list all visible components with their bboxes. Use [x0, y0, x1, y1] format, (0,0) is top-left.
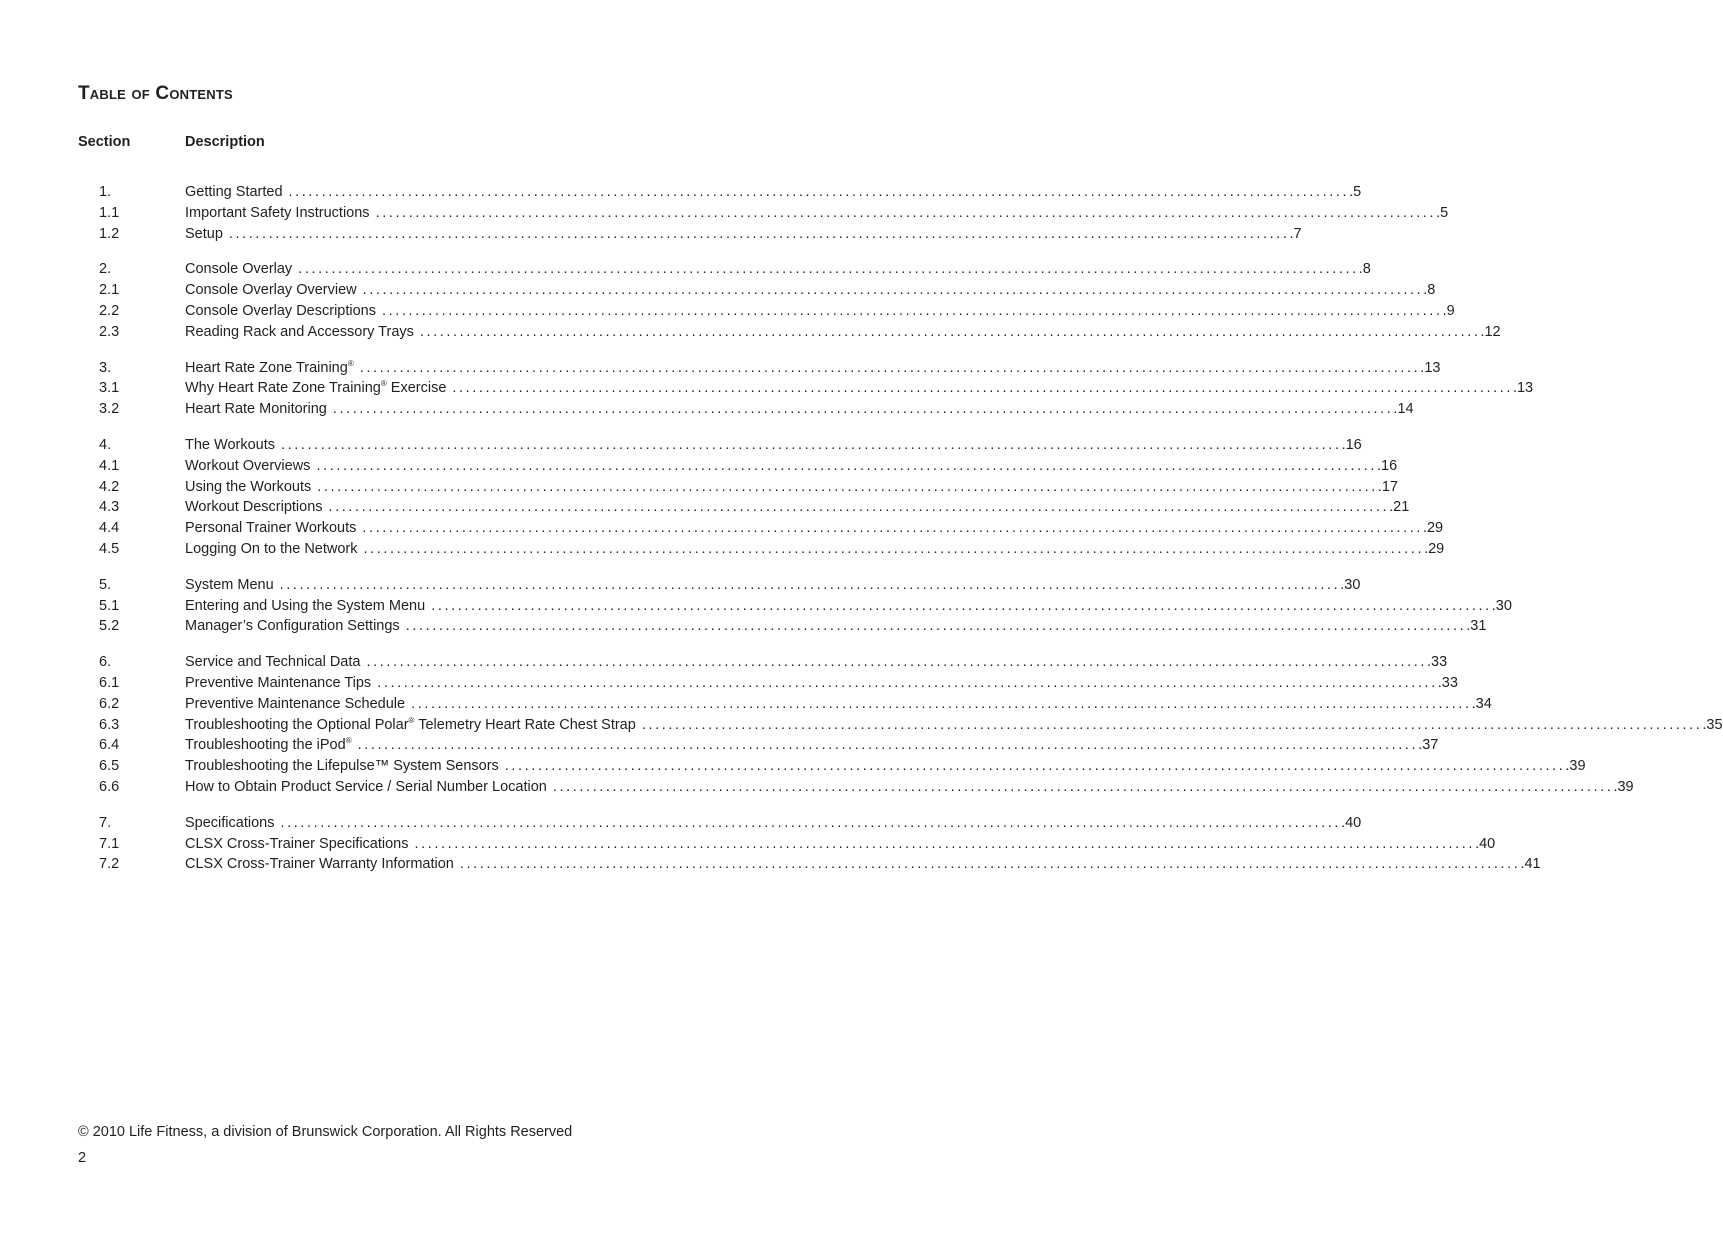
toc-entry[interactable] [0, 854, 1541, 875]
toc-entry[interactable] [0, 575, 1361, 596]
toc-entry-line [185, 518, 1444, 539]
toc-entry-line [185, 322, 1501, 343]
toc-section-number: 4.5 [99, 540, 120, 557]
toc-entry-title: Troubleshooting the Lifepulse™ System Sensors [185, 758, 499, 775]
toc-section-number: 4.2 [99, 478, 120, 495]
toc-section-number: 2. [99, 261, 112, 278]
toc-entry-title: Console Overlay Overview [185, 282, 357, 299]
toc-entry[interactable] [0, 735, 1439, 756]
dot-leader: ................................................................................................................................................................ [317, 478, 1378, 495]
dot-leader: ................................................................................................................................................................ [279, 576, 1341, 593]
toc-entry-title: Specifications [185, 814, 275, 831]
dot-leader: ................................................................................................................................................................ [375, 204, 1437, 221]
toc-entry[interactable] [0, 301, 1455, 322]
toc-entry-title: Manager’s Configuration Settings [185, 618, 400, 635]
toc-entry[interactable] [0, 834, 1496, 855]
toc-page-number: .17 [1377, 478, 1399, 495]
dot-leader: ................................................................................................................................................................ [377, 674, 1438, 691]
toc-page-number: .8 [1423, 282, 1436, 299]
description-column-header: Description [185, 134, 265, 150]
toc-entry-line [185, 435, 1362, 456]
dot-leader: ................................................................................................................................................................ [228, 225, 1290, 242]
dot-leader: ................................................................................................................................................................ [357, 737, 1419, 754]
dot-leader: ................................................................................................................................................................ [366, 654, 1428, 671]
toc-section-number: 6.6 [99, 778, 120, 795]
toc-entry[interactable] [0, 756, 1586, 777]
toc-entry[interactable] [0, 322, 1501, 343]
toc-entry[interactable] [0, 280, 1436, 301]
toc-section-number: 5.2 [99, 618, 120, 635]
toc-entry-title: How to Obtain Product Service / Serial Number Location [185, 778, 547, 795]
toc-section-number: 3. [99, 359, 112, 376]
toc-entry-title: Reading Rack and Accessory Trays [185, 323, 414, 340]
toc-page-number: .13 [1512, 380, 1534, 397]
toc-entry[interactable] [0, 435, 1362, 456]
dot-leader: ................................................................................................................................................................ [332, 401, 1394, 418]
copyright-notice: © 2010 Life Fitness, a division of Brunswick Corporation. All Rights Reserved [78, 1124, 573, 1140]
toc-entry[interactable] [0, 477, 1399, 498]
toc-entry[interactable] [0, 694, 1492, 715]
toc-section-number: 6.1 [99, 674, 120, 691]
toc-page-number: .29 [1422, 520, 1444, 537]
toc-page-number: .29 [1424, 540, 1445, 557]
toc-entry-title: Heart Rate Zone Training® [185, 358, 354, 376]
toc-entry-title: CLSX Cross-Trainer Warranty Information [185, 856, 454, 873]
dot-leader: ................................................................................................................................................................ [414, 835, 1476, 852]
toc-entry[interactable] [0, 224, 1302, 245]
toc-entry-title: Preventive Maintenance Tips [185, 674, 372, 691]
toc-entry-title: Setup [185, 225, 223, 242]
toc-entry-line [185, 777, 1634, 798]
toc-entry[interactable] [0, 616, 1487, 637]
toc-entry[interactable] [0, 596, 1512, 617]
toc-entry-line [185, 596, 1512, 617]
toc-section-number: 4.4 [99, 520, 120, 537]
toc-entry-line [185, 301, 1455, 322]
toc-entry-line [185, 616, 1487, 637]
dot-leader: ................................................................................................................................................................ [431, 597, 1492, 614]
toc-section-number: 4. [99, 436, 112, 453]
toc-entry-title: Workout Descriptions [185, 499, 323, 516]
toc-entry[interactable] [0, 378, 1534, 399]
toc-entry[interactable] [0, 673, 1458, 694]
toc-entry-line [185, 715, 1723, 736]
toc-entry-title: Console Overlay [185, 261, 293, 278]
toc-entry-title: Heart Rate Monitoring [185, 401, 327, 418]
dot-leader: ................................................................................................................................................................ [280, 814, 1342, 831]
toc-entry-line [185, 399, 1414, 420]
dot-leader: ................................................................................................................................................................ [328, 499, 1390, 516]
toc-section-number: 2.2 [99, 302, 120, 319]
toc-entry-line [185, 694, 1492, 715]
toc-page-number: .16 [1377, 457, 1398, 474]
toc-entry-line [185, 539, 1445, 560]
toc-section-number: 7. [99, 814, 112, 831]
toc-entry-title: The Workouts [185, 436, 275, 453]
dot-leader: ................................................................................................................................................................ [359, 359, 1421, 376]
toc-entry-line [185, 224, 1302, 245]
toc-page-number: .40 [1341, 814, 1362, 831]
toc-page-number: .8 [1358, 261, 1371, 278]
toc-group [0, 435, 1445, 560]
toc-page-number: .30 [1340, 576, 1361, 593]
toc-section-number: 4.3 [99, 499, 120, 516]
toc-entry-title: Important Safety Instructions [185, 204, 370, 221]
toc-entry-line [185, 280, 1436, 301]
toc-page-number: .31 [1466, 618, 1487, 635]
toc-page-number: .30 [1491, 597, 1512, 614]
toc-entry[interactable] [0, 358, 1441, 379]
toc-section-number: 6. [99, 654, 112, 671]
toc-entry-line [185, 673, 1458, 694]
dot-leader: ................................................................................................................................................................ [362, 520, 1423, 537]
toc-entry[interactable] [0, 497, 1410, 518]
toc-entry-line [185, 456, 1398, 477]
toc-section-number: 1.2 [99, 225, 120, 242]
dot-leader: ................................................................................................................................................................ [504, 758, 1566, 775]
toc-entry-line [185, 735, 1439, 756]
toc-page-number: .7 [1289, 225, 1302, 242]
toc-section-number: 5. [99, 576, 112, 593]
toc-page-number: .9 [1442, 302, 1455, 319]
dot-leader: ................................................................................................................................................................ [316, 457, 1378, 474]
toc-entry-title: Why Heart Rate Zone Training® Exercise [185, 379, 447, 397]
dot-leader: ................................................................................................................................................................ [459, 856, 1521, 873]
toc-page-number: .37 [1418, 737, 1439, 754]
toc-page-number: .33 [1427, 654, 1448, 671]
toc-page-number: .34 [1471, 695, 1492, 712]
toc-page-number: .5 [1436, 204, 1449, 221]
toc-entry-line [185, 203, 1449, 224]
toc-page-number: .40 [1475, 835, 1496, 852]
table-of-contents [0, 182, 1723, 890]
toc-page-number: .41 [1520, 856, 1541, 873]
toc-entry[interactable] [0, 715, 1723, 736]
toc-group [0, 358, 1534, 420]
toc-section-number: 1. [99, 184, 112, 200]
toc-entry-line [185, 834, 1496, 855]
dot-leader: ................................................................................................................................................................ [288, 184, 1350, 200]
page-title: Table of Contents [78, 83, 233, 104]
dot-leader: ................................................................................................................................................................ [382, 302, 1443, 319]
toc-entry-line [185, 259, 1371, 280]
toc-entry-line [185, 378, 1534, 399]
dot-leader: ................................................................................................................................................................ [419, 323, 1481, 340]
toc-entry[interactable] [0, 518, 1444, 539]
toc-section-number: 6.3 [99, 716, 120, 733]
toc-entry-title: CLSX Cross-Trainer Specifications [185, 835, 409, 852]
toc-entry[interactable] [0, 813, 1362, 834]
toc-entry-line [185, 652, 1448, 673]
toc-entry-title: Preventive Maintenance Schedule [185, 695, 406, 712]
toc-section-number: 2.1 [99, 282, 120, 299]
toc-section-number: 1.1 [99, 204, 120, 221]
toc-section-number: 4.1 [99, 457, 120, 474]
dot-leader: ................................................................................................................................................................ [405, 618, 1467, 635]
toc-page-number: .16 [1341, 436, 1362, 453]
toc-entry[interactable] [0, 539, 1445, 560]
toc-entry-title: Troubleshooting the iPod® [185, 736, 352, 754]
toc-entry-line [185, 756, 1586, 777]
toc-group [0, 813, 1541, 875]
toc-entry-title: System Menu [185, 576, 274, 593]
toc-page-number: .12 [1480, 323, 1501, 340]
toc-page-number: .21 [1389, 499, 1410, 516]
toc-entry-title: Entering and Using the System Menu [185, 597, 426, 614]
section-column-header: Section [78, 134, 131, 150]
toc-entry-title: Service and Technical Data [185, 654, 361, 671]
page-number: 2 [78, 1150, 87, 1166]
toc-entry-title: Logging On to the Network [185, 540, 358, 557]
toc-group [0, 182, 1449, 244]
toc-section-number: 7.1 [99, 835, 120, 852]
toc-group [0, 575, 1512, 637]
toc-entry[interactable] [0, 203, 1449, 224]
toc-page-number: .13 [1420, 359, 1441, 376]
toc-page-number: .14 [1393, 401, 1414, 418]
toc-section-number: 3.1 [99, 380, 120, 397]
dot-leader: ................................................................................................................................................................ [552, 778, 1614, 795]
toc-entry-title: Personal Trainer Workouts [185, 520, 357, 537]
toc-entry[interactable] [0, 456, 1398, 477]
toc-group [0, 652, 1723, 798]
toc-entry-line [185, 813, 1362, 834]
toc-section-number: 2.3 [99, 323, 120, 340]
toc-entry[interactable] [0, 777, 1634, 798]
toc-entry[interactable] [0, 182, 1362, 203]
toc-entry-line [185, 358, 1441, 379]
dot-leader: ................................................................................................................................................................ [298, 261, 1359, 278]
toc-page-number: .39 [1565, 758, 1586, 775]
toc-entry-title: Console Overlay Descriptions [185, 302, 376, 319]
toc-section-number: 6.4 [99, 737, 120, 754]
toc-section-number: 3.2 [99, 401, 120, 418]
toc-entry-line [185, 854, 1541, 875]
dot-leader: ................................................................................................................................................................ [641, 716, 1703, 733]
dot-leader: ................................................................................................................................................................ [452, 380, 1513, 397]
toc-entry[interactable] [0, 399, 1414, 420]
toc-page-number: .39 [1613, 778, 1634, 795]
toc-section-number: 7.2 [99, 856, 120, 873]
toc-entry-line [185, 575, 1361, 596]
toc-entry-title: Workout Overviews [185, 457, 311, 474]
toc-entry-title: Troubleshooting the Optional Polar® Telemetry Heart Rate Chest Strap [185, 715, 636, 733]
toc-section-number: 6.5 [99, 758, 120, 775]
toc-entry-line [185, 477, 1399, 498]
dot-leader: ................................................................................................................................................................ [281, 436, 1342, 453]
dot-leader: ................................................................................................................................................................ [362, 282, 1424, 299]
toc-page-number: .33 [1437, 674, 1458, 691]
toc-page-number: .5 [1349, 184, 1362, 200]
toc-group [0, 259, 1501, 342]
dot-leader: ................................................................................................................................................................ [411, 695, 1472, 712]
toc-entry-line [185, 497, 1410, 518]
toc-section-number: 5.1 [99, 597, 120, 614]
toc-entry-line [185, 182, 1362, 203]
toc-entry-title: Getting Started [185, 184, 283, 200]
toc-page-number: .35 [1702, 716, 1723, 733]
toc-entry-title: Using the Workouts [185, 478, 312, 495]
toc-entry[interactable] [0, 652, 1448, 673]
toc-entry[interactable] [0, 259, 1371, 280]
toc-section-number: 6.2 [99, 695, 120, 712]
dot-leader: ................................................................................................................................................................ [363, 540, 1425, 557]
